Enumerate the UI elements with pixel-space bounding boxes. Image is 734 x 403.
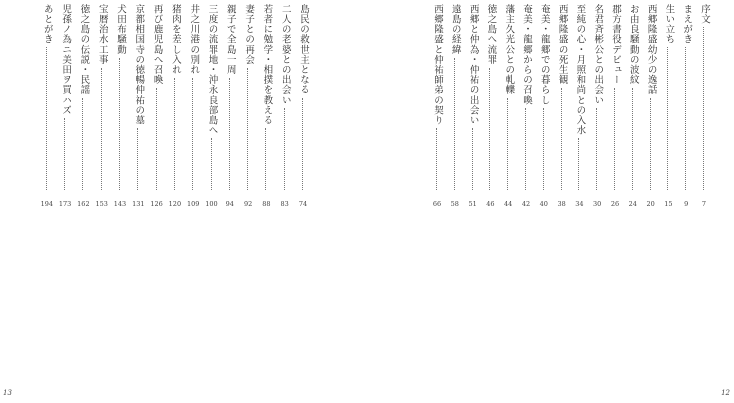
- toc-entry-page: 44: [504, 200, 513, 208]
- page-number-right: 12: [721, 389, 730, 397]
- toc-leader-dots: [211, 138, 212, 190]
- toc-entry-page: 24: [628, 200, 637, 208]
- toc-entry-page: 51: [468, 200, 477, 208]
- toc-entry: [206, 0, 218, 210]
- toc-entry: [520, 0, 532, 210]
- toc-entry: [645, 0, 657, 210]
- toc-entry-page: 42: [521, 200, 531, 208]
- toc-entry-title: 名君斉彬公との出会い: [592, 4, 604, 105]
- toc-entry-title: 西郷隆盛の死生観: [556, 4, 568, 85]
- toc-entry-page: 7: [701, 200, 707, 208]
- toc-leader-dots: [156, 88, 157, 190]
- toc-leader-dots: [284, 108, 285, 190]
- toc-entry: [431, 0, 443, 210]
- toc-leader-dots: [650, 98, 651, 190]
- toc-leader-dots: [507, 98, 508, 190]
- toc-entry-title: 若者に勉学・相撲を教える: [261, 4, 273, 126]
- toc-entry: [279, 0, 291, 210]
- toc-leader-dots: [454, 58, 455, 190]
- toc-entry-title: 郡方書役デビュー: [610, 4, 621, 85]
- toc-entry: [41, 0, 53, 210]
- toc-entry-title: 島民の救世主となる: [298, 4, 309, 95]
- toc-entry-title: 児孫ノ為ニ美田ヲ買ハズ: [60, 4, 72, 116]
- toc-leader-dots: [64, 118, 65, 190]
- toc-entry-page: 194: [40, 200, 53, 208]
- toc-entry: [556, 0, 568, 210]
- toc-entry-title: 奄美・龍郷からの召喚: [521, 4, 532, 105]
- toc-entry-page: 74: [298, 200, 308, 208]
- toc-entry-page: 109: [186, 200, 200, 208]
- toc-entry-title: 井之川港の別れ: [188, 4, 200, 75]
- toc-entry-title: 猪肉を差し入れ: [169, 4, 181, 75]
- toc-entry-title: 至純の心・月照和尚との入水: [574, 4, 586, 136]
- toc-entry-page: 26: [610, 200, 620, 208]
- toc-entry: [260, 0, 272, 210]
- toc-leader-dots: [489, 68, 490, 190]
- toc-leader-dots: [436, 128, 437, 190]
- toc-entry: [242, 0, 254, 210]
- toc-entry: [484, 0, 496, 210]
- toc-entry-title: 西郷隆盛幼少の逸話: [645, 4, 657, 95]
- toc-entry-title: 徳之島へ流罪: [485, 4, 497, 65]
- toc-entry-title: 序文: [699, 4, 710, 25]
- toc-entry-title: 三度の流罪地・沖永良部島へ: [206, 4, 218, 136]
- toc-entry: [169, 0, 181, 210]
- toc-leader-dots: [229, 78, 230, 190]
- toc-entry-page: 126: [150, 200, 163, 208]
- right-page: [367, 0, 734, 403]
- toc-entry-page: 162: [77, 200, 90, 208]
- toc-entry-page: 83: [280, 200, 289, 208]
- toc-leader-dots: [561, 88, 562, 190]
- toc-leader-dots: [578, 138, 579, 190]
- toc-entry: [297, 0, 309, 210]
- toc-entry-title: 宝暦治水工事: [96, 4, 108, 65]
- toc-entry: [151, 0, 163, 210]
- toc-entry-page: 120: [168, 200, 182, 208]
- toc-entry-page: 20: [646, 200, 655, 208]
- toc-leader-dots: [101, 68, 102, 190]
- toc-entry: [662, 0, 674, 210]
- toc-entry-page: 173: [58, 200, 72, 208]
- toc-entry-page: 131: [132, 200, 145, 208]
- toc-leader-dots: [174, 78, 175, 190]
- toc-entry: [96, 0, 108, 210]
- toc-entry-title: 二人の老婆との出会い: [279, 4, 291, 105]
- toc-entry-page: 34: [575, 200, 584, 208]
- toc-entry-title: まえがき: [681, 4, 693, 45]
- toc-entry-title: 藩主久光公との軋轢: [503, 4, 515, 95]
- toc-entry: [502, 0, 514, 210]
- toc-entry-title: お由良騒動の波紋: [627, 4, 639, 85]
- toc-entry-title: 遠島の経緯: [449, 4, 461, 55]
- toc-leader-dots: [82, 98, 83, 190]
- toc-entry-page: 46: [486, 200, 495, 208]
- toc-entry: [591, 0, 603, 210]
- toc-entry-page: 58: [450, 200, 459, 208]
- toc-entry: [59, 0, 71, 210]
- toc-entry: [449, 0, 461, 210]
- toc-entry-page: 100: [205, 200, 218, 208]
- toc-leader-dots: [614, 88, 615, 190]
- toc-leader-dots: [596, 108, 597, 190]
- toc-entry-page: 143: [113, 200, 127, 208]
- toc-leader-dots: [192, 78, 193, 190]
- toc-entry-page: 30: [593, 200, 602, 208]
- toc-entry-page: 153: [95, 200, 108, 208]
- toc-leader-dots: [703, 27, 704, 190]
- toc-entry-page: 88: [262, 200, 271, 208]
- toc-leader-dots: [137, 128, 138, 190]
- toc-entry-page: 92: [243, 200, 253, 208]
- toc-entry-page: 40: [539, 200, 548, 208]
- toc-leader-dots: [667, 47, 668, 190]
- toc-entry-page: 15: [664, 200, 673, 208]
- toc-entry: [187, 0, 199, 210]
- toc-entry: [573, 0, 585, 210]
- toc-entry-title: 再び鹿児島へ召喚: [151, 4, 163, 85]
- toc-leader-dots: [525, 108, 526, 190]
- toc-leader-dots: [685, 47, 686, 190]
- toc-entry-title: 生い立ち: [663, 4, 675, 45]
- toc-entry-page: 38: [557, 200, 566, 208]
- toc-entry-title: あとがき: [41, 4, 53, 45]
- toc-leader-dots: [472, 128, 473, 190]
- toc-entry-title: 犬田布騒動: [115, 4, 126, 55]
- toc-leader-dots: [247, 68, 248, 190]
- toc-entry: [467, 0, 479, 210]
- toc-entry: [627, 0, 639, 210]
- toc-entry: [698, 0, 710, 210]
- toc-leader-dots: [119, 58, 120, 190]
- toc-entry-title: 妻子との再会: [243, 4, 255, 65]
- toc-entry: [224, 0, 236, 210]
- toc-entry-title: 奄美・龍郷での暮らし: [538, 4, 550, 105]
- toc-entry-title: 京都相国寺の徳暢仲祐の墓: [133, 4, 145, 126]
- toc-entry: [680, 0, 692, 210]
- toc-entry: [609, 0, 621, 210]
- toc-leader-dots: [632, 88, 633, 190]
- toc-entry-page: 66: [432, 200, 442, 208]
- toc-leader-dots: [302, 98, 303, 190]
- toc-leader-dots: [543, 108, 544, 190]
- toc-entry: [538, 0, 550, 210]
- page-number-left: 13: [3, 389, 12, 397]
- toc-entry: [132, 0, 144, 210]
- toc-entry: [77, 0, 89, 210]
- toc-entry-title: 親子で全島一周: [224, 4, 236, 75]
- toc-entry-title: 徳之島の伝説・民謡: [78, 4, 90, 95]
- toc-entry-title: 西郷と仲為・仲祐の出会い: [467, 4, 479, 126]
- toc-entry-page: 9: [684, 200, 689, 208]
- toc-entry-title: 西郷隆盛と仲祐師弟の契り: [432, 4, 443, 126]
- toc-entry: [114, 0, 126, 210]
- toc-leader-dots: [265, 128, 266, 190]
- toc-entry-page: 94: [225, 200, 234, 208]
- toc-leader-dots: [46, 47, 47, 190]
